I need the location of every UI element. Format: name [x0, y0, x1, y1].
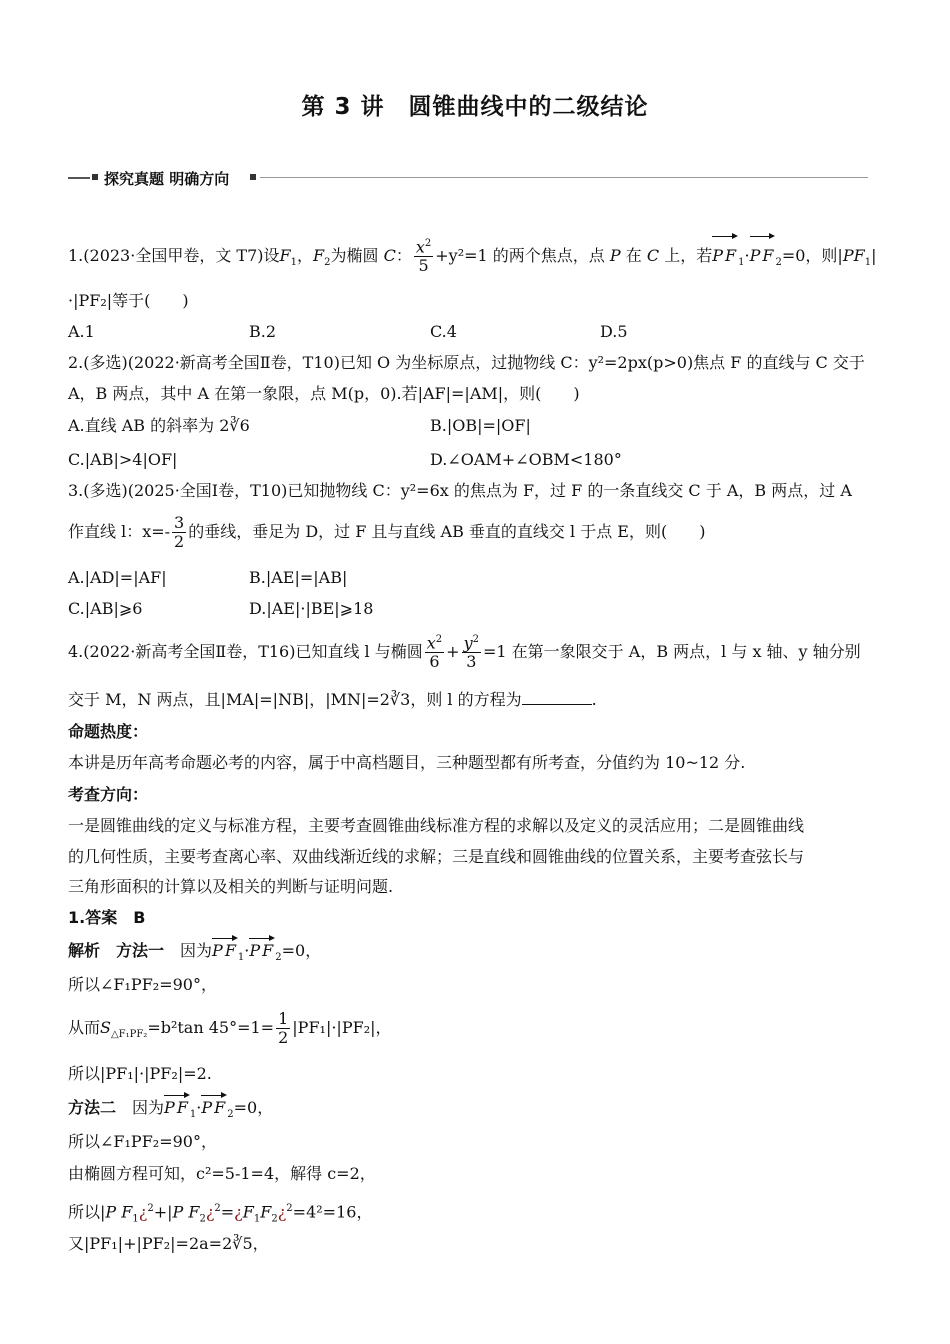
heat-label: 命题热度： — [68, 722, 149, 741]
question-3-line-2: 作直线 l：x=- $\frac{3}{2}$ 的垂线，垂足为 D，过 F 且与直线 AB 垂直的直线交 l 于点 E，则( ) — [68, 513, 706, 551]
section-header-label: 探究真题 明确方向 — [104, 170, 230, 188]
section-marker-right — [250, 174, 256, 180]
q3-option-a: A.|AD|=|AF| — [68, 568, 167, 587]
question-2-line-2: A，B 两点，其中 A 在第一象限，点 M(p，0).若|AF|=|AM|，则( ) — [68, 384, 580, 403]
question-3-options-row-1 — [68, 567, 868, 589]
q2-option-a: A.直线 AB 的斜率为 2∛6 — [68, 416, 250, 435]
q2-option-d: D.∠OAM+∠OBM<180° — [430, 450, 622, 469]
question-4-line-1: 4.(2022·新高考全国Ⅱ卷，T16)已知直线 l 与椭圆 $\frac{x^2}{6}$ + $\frac{y^2}{3}$ =1 在第一象限交于 A，B 两点，l 与 x 轴、y 轴分别 — [68, 633, 861, 672]
section-marker-left — [92, 174, 98, 180]
analysis-line-2: 所以∠F₁PF₂=90°， — [68, 975, 217, 994]
question-2-line-1: 2.(多选)(2022·新高考全国Ⅱ卷，T10)已知 O 为坐标原点，过抛物线 C：y²=2px(p>0)焦点 F 的直线与 C 交于 — [68, 353, 865, 372]
q2-option-c: C.|AB|>4|OF| — [68, 450, 178, 469]
question-1-line-2: ·|PF₂|等于( ) — [68, 291, 189, 310]
fraction-x2-over-5: $\frac{x^2}{5}$ — [415, 237, 432, 276]
direction-line-3: 三角形面积的计算以及相关的判断与证明问题. — [68, 877, 394, 896]
q1-option-b: B.2 — [249, 322, 277, 341]
question-2-options-row-1 — [68, 415, 868, 437]
question-3-options-row-2 — [68, 598, 868, 620]
section-rule-left — [68, 177, 90, 179]
fraction-3-over-2: $\frac{3}{2}$ — [174, 513, 185, 551]
question-2-options-row-2 — [68, 449, 868, 471]
fraction-y2-over-3: $\frac{y^2}{3}$ — [463, 633, 479, 672]
direction-line-2: 的几何性质，主要考查离心率、双曲线渐近线的求解；三是直线和圆锥曲线的位置关系，主要考查弦长与 — [68, 847, 805, 866]
answer-blank[interactable] — [522, 704, 592, 705]
method-2-line-1: 方法二 因为$PF_1\cdot PF_2=0$， — [68, 1098, 274, 1121]
q1-option-c: C.4 — [430, 322, 457, 341]
analysis-line-4: 所以|PF₁|·|PF₂|=2. — [68, 1064, 212, 1083]
method-2-line-2: 所以∠F₁PF₂=90°， — [68, 1132, 217, 1151]
vector-pf1: PF — [712, 238, 738, 274]
question-3-line-1: 3.(多选)(2025·全国Ⅰ卷，T10)已知抛物线 C：y²=6x 的焦点为 F，过 F 的一条直线交 C 于 A，B 两点，过 A — [68, 481, 852, 500]
fraction-x2-over-6: $\frac{x^2}{6}$ — [426, 633, 443, 672]
answer-label: 1.答案 B — [68, 908, 146, 927]
section-rule-right — [260, 177, 868, 178]
method-2-line-5: 又|PF₁|+|PF₂|=2a=2∛5， — [68, 1234, 269, 1253]
page-title: 第 3 讲 圆锥曲线中的二级结论 — [301, 94, 649, 120]
vector-pf2: PF — [750, 238, 776, 274]
fraction-1-over-2: $\frac{1}{2}$ — [278, 1009, 289, 1047]
q1-option-d: D.5 — [600, 322, 628, 341]
q3-option-d: D.|AE|·|BE|⩾18 — [249, 599, 374, 618]
question-1-line-1: 1.(2023·全国甲卷，文 T7)设$F_1$，$F_2$为椭圆 C： $\frac{x^2}{5}$ +y²=1 的两个焦点，点 P 在 C 上，若$PF_1\cdot PF_2=0$，则$|PF_1|$ — [68, 237, 877, 276]
q1-option-a: A.1 — [68, 322, 95, 341]
method-2-line-4: 所以|P $F_1¿^2+|P$ $F_2¿^2=¿F_1F_2¿^2=4^2=16$， — [68, 1202, 373, 1225]
question-4-line-2: 交于 M，N 两点，且|MA|=|NB|，|MN|=2∛3，则 l 的方程为 . — [68, 690, 597, 709]
analysis-line-1: 解析 方法一 因为$PF_1\cdot PF_2=0$， — [68, 941, 322, 964]
analysis-line-3: 从而$S_{\triangle F_1PF_2}=b^2\tan$ 45°=1= $\frac{1}{2}$ |PF₁|·|PF₂|， — [68, 1009, 392, 1047]
q3-option-b: B.|AE|=|AB| — [249, 568, 348, 587]
q3-option-c: C.|AB|⩾6 — [68, 599, 143, 618]
direction-label: 考查方向： — [68, 785, 149, 804]
heat-text: 本讲是历年高考命题必考的内容，属于中高档题目，三种题型都有所考查，分值约为 10~12 分. — [68, 753, 746, 772]
section-header — [68, 168, 868, 190]
q2-option-b: B.|OB|=|OF| — [430, 416, 531, 435]
method-2-line-3: 由椭圆方程可知，c²=5-1=4，解得 c=2， — [68, 1164, 376, 1183]
direction-line-1: 一是圆锥曲线的定义与标准方程，主要考查圆锥曲线标准方程的求解以及定义的灵活应用；二是圆锥曲线 — [68, 816, 805, 835]
question-1-options — [68, 321, 868, 343]
